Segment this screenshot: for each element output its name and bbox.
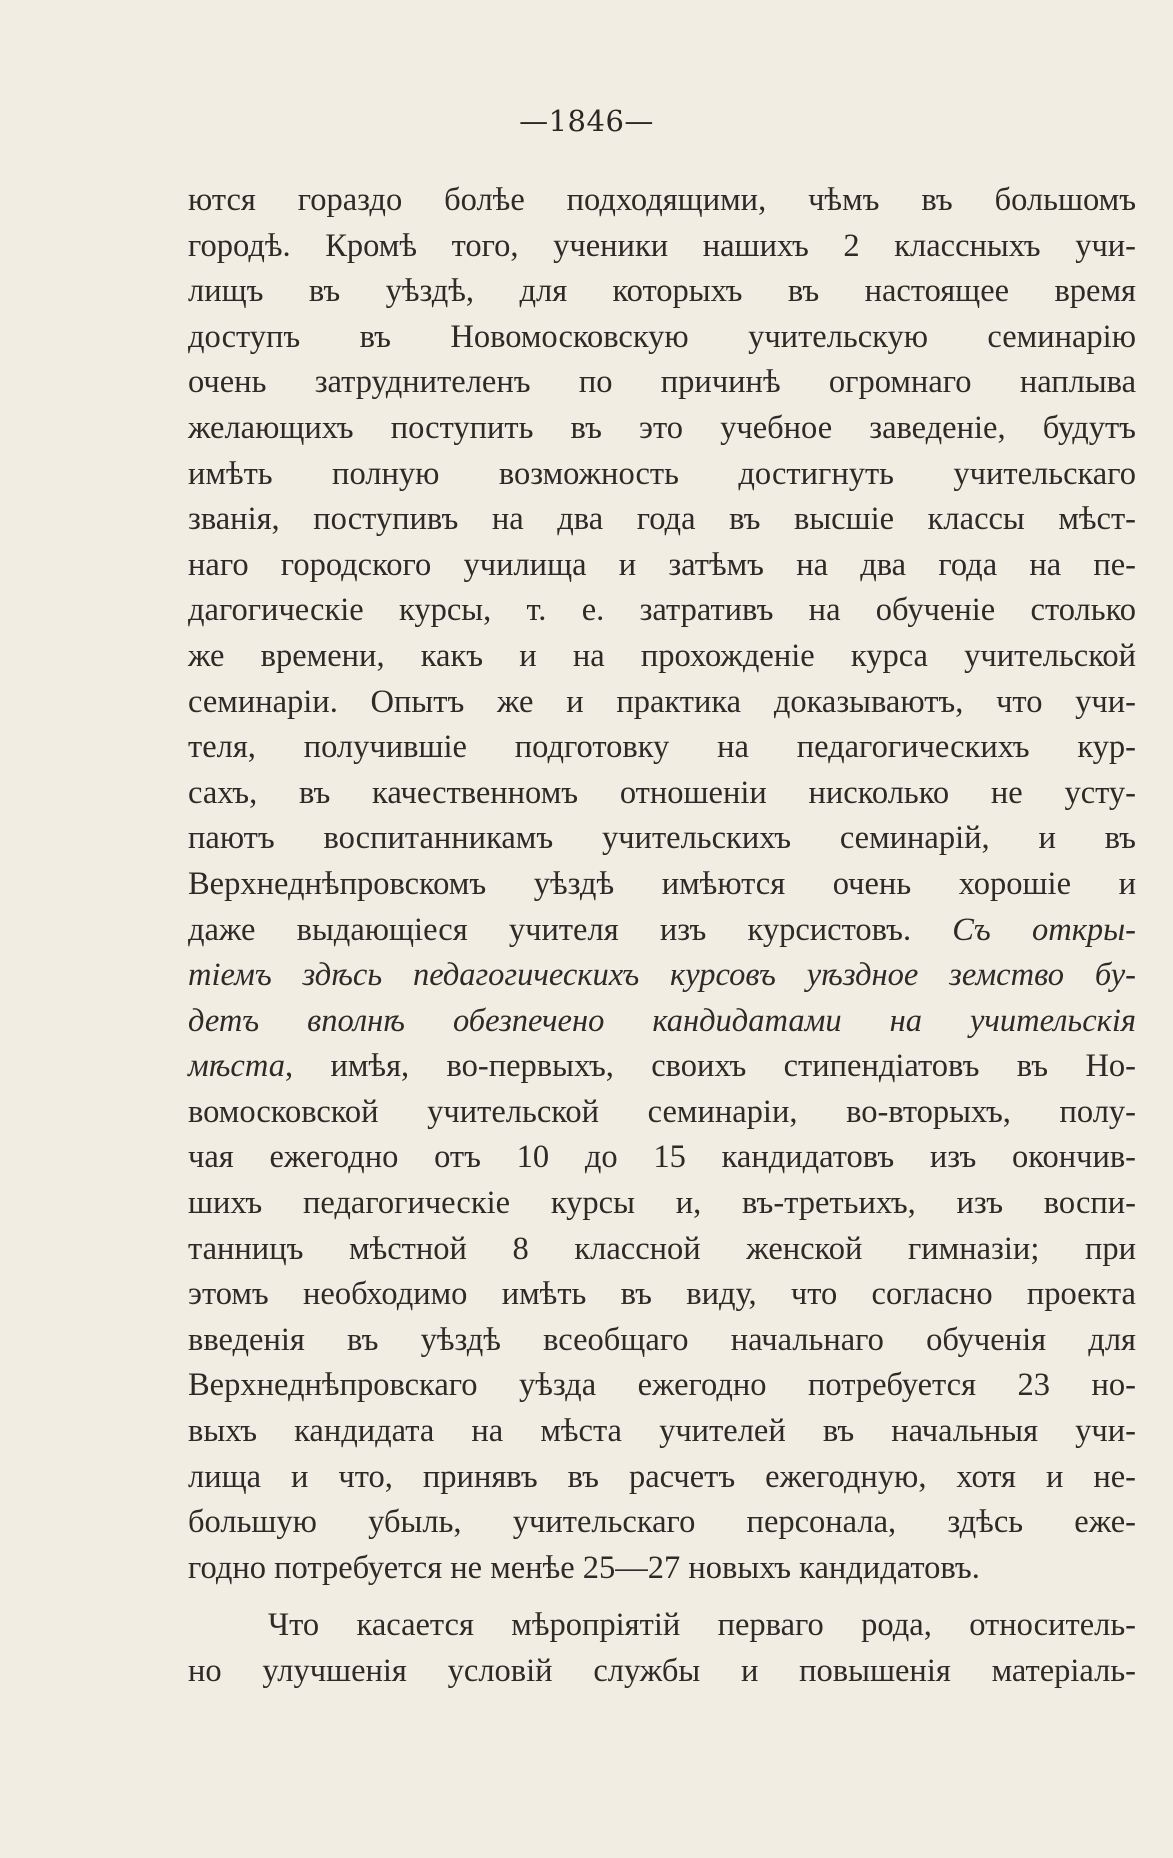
text-line: дагогическіе курсы, т. е. затративъ на обученіе столько [188,592,1136,629]
text-line-paragraph-end: годно потребуется не менѣе 25—27 новыхъ кандидатовъ. [188,1549,980,1586]
text-line: доступъ въ Новомосковскую учительскую семинарію [188,318,1136,355]
text-line: этомъ необходимо имѣть въ виду, что согласно проекта [188,1276,1136,1313]
italic-emphasis: Съ откры- [952,911,1136,948]
text-line: же времени, какъ и на прохожденіе курса учительской [188,637,1136,674]
text-line: мѣста, имѣя, во-первыхъ, своихъ стипендіатовъ въ Но- [188,1048,1136,1085]
text-line: имѣть полную возможность достигнуть учительскаго [188,455,1136,492]
text-line: семинаріи. Опытъ же и практика доказываютъ, что учи- [188,683,1136,720]
text-line: наго городского училища и затѣмъ на два года на пе- [188,546,1136,583]
text-line: лища и что, принявъ въ расчетъ ежегодную, хотя и не- [188,1458,1136,1495]
text-line: желающихъ поступить въ это учебное заведеніе, будутъ [188,409,1136,446]
text-line: выхъ кандидата на мѣста учителей въ начальныя учи- [188,1413,1136,1450]
text-line: званія, поступивъ на два года въ высшіе классы мѣст- [188,501,1136,538]
text-line: введенія въ уѣздѣ всеобщаго начальнаго обученія для [188,1321,1136,1358]
body-text [188,178,1136,1695]
page-number: —1846— [519,104,654,138]
text-line-italic: детъ вполнѣ обезпечено кандидатами на учительскія [188,1002,1136,1039]
text-line: но улучшенія условій службы и повышенія матеріаль- [188,1653,1136,1689]
text-line: очень затруднителенъ по причинѣ огромнаго наплыва [188,364,1136,401]
text-line: паютъ воспитанникамъ учительскихъ семинарій, и въ [188,820,1136,857]
text-line-italic: тіемъ здѣсь педагогическихъ курсовъ уѣздное земство бу- [188,957,1136,994]
text-line: чая ежегодно отъ 10 до 15 кандидатовъ изъ окончив- [188,1139,1136,1176]
text-line-paragraph-start: Что касается мѣропріятій перваго рода, относитель- [268,1607,1136,1644]
text-line: шихъ педагогическіе курсы и, въ-третьихъ, изъ воспи- [188,1185,1136,1222]
text-line: Верхнеднѣпровскомъ уѣздѣ имѣются очень хорошіе и [188,865,1136,902]
italic-emphasis: мѣста [188,1048,285,1085]
text-line: сахъ, въ качественномъ отношеніи нисколько не усту- [188,774,1136,811]
text-line: Верхнеднѣпровскаго уѣзда ежегодно потребуется 23 но- [188,1367,1136,1404]
text-line: теля, получившіе подготовку на педагогическихъ кур- [188,729,1136,766]
text-line: танницъ мѣстной 8 классной женской гимназіи; при [188,1230,1136,1267]
text-line: лищъ въ уѣздѣ, для которыхъ въ настоящее время [188,273,1136,310]
text-line: вомосковской учительской семинаріи, во-вторыхъ, полу- [188,1093,1136,1130]
text-line: городѣ. Кромѣ того, ученики нашихъ 2 классныхъ учи- [188,227,1136,264]
text-line: даже выдающіеся учителя изъ курсистовъ. Съ откры- [188,911,1136,948]
text-line: большую убыль, учительскаго персонала, здѣсь еже- [188,1504,1136,1541]
text-line: ются гораздо болѣе подходящими, чѣмъ въ большомъ [188,182,1136,218]
